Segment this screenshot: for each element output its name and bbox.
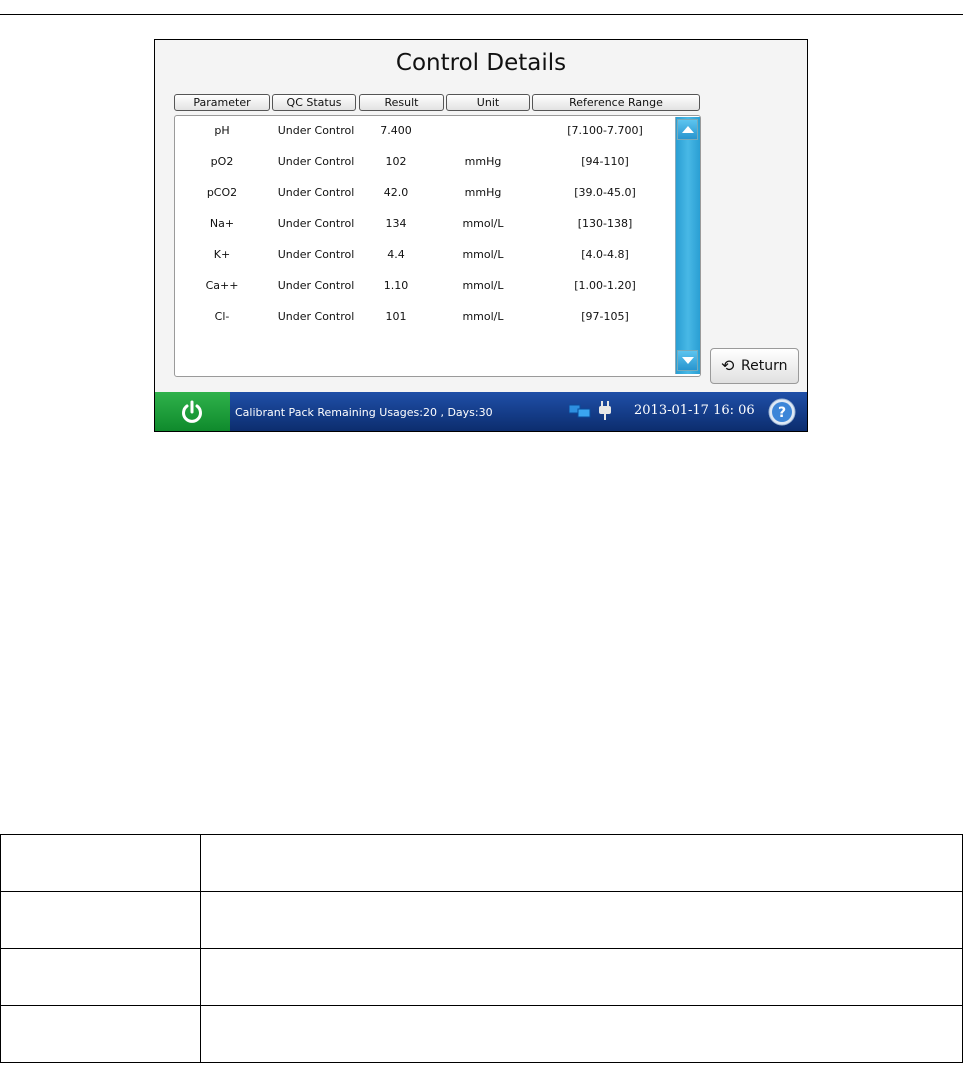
cell-parameter: pCO2 (206, 186, 238, 199)
cell-parameter: pO2 (210, 155, 234, 168)
status-bar (155, 392, 807, 431)
cell-unit: mmol/L (462, 217, 504, 230)
return-icon: ⟲ (721, 356, 735, 375)
page-title: Control Details (395, 50, 567, 76)
cell-qc-status: Under Control (277, 124, 355, 137)
table-row (1, 1006, 963, 1063)
cell-parameter: K+ (213, 248, 231, 261)
document-table (0, 834, 963, 1063)
table-row[interactable] (175, 178, 670, 209)
cell-result: 1.10 (383, 279, 409, 292)
cell-qc-status: Under Control (277, 279, 355, 292)
svg-text:?: ? (777, 405, 787, 421)
cell-reference-range: [94-110] (581, 155, 629, 168)
help-icon[interactable] (768, 398, 796, 426)
cell-result: 42.0 (383, 186, 409, 199)
cell-reference-range: [97-105] (581, 310, 629, 323)
return-label: Return (741, 358, 788, 374)
cell-result: 7.400 (380, 124, 412, 137)
cell-parameter: Ca++ (205, 279, 239, 292)
cell-parameter: Cl- (214, 310, 230, 323)
table-row[interactable] (175, 147, 670, 178)
cell-qc-status: Under Control (277, 248, 355, 261)
cell-parameter: pH (214, 124, 230, 137)
scroll-down-button[interactable] (677, 350, 698, 371)
return-button[interactable] (710, 348, 799, 384)
calibrant-status-text: Calibrant Pack Remaining Usages:20 , Days:30 (235, 406, 493, 419)
top-rule (0, 14, 963, 15)
device-screen (154, 39, 808, 432)
cell-result: 134 (385, 217, 407, 230)
cell-parameter: Na+ (209, 217, 235, 230)
column-header-qc-status: QC Status (272, 94, 356, 111)
table-row[interactable] (175, 271, 670, 302)
cell-reference-range: [1.00-1.20] (574, 279, 636, 292)
table-row[interactable] (175, 302, 670, 333)
cell-result: 101 (385, 310, 407, 323)
results-list[interactable] (174, 115, 701, 377)
cell-unit: mmHg (464, 155, 502, 168)
arrow-down-icon (682, 357, 694, 364)
cell-reference-range: [7.100-7.700] (567, 124, 643, 137)
power-button[interactable] (155, 392, 230, 431)
cell-reference-range: [4.0-4.8] (581, 248, 629, 261)
cell-qc-status: Under Control (277, 310, 355, 323)
cell-qc-status: Under Control (277, 155, 355, 168)
vertical-scrollbar[interactable] (675, 117, 700, 374)
power-icon (179, 399, 205, 425)
cell-unit: mmol/L (462, 310, 504, 323)
cell-unit: mmol/L (462, 248, 504, 261)
table-row[interactable] (175, 116, 670, 147)
table-row[interactable] (175, 240, 670, 271)
plug-icon (598, 401, 612, 421)
date-time: 2013-01-17 16: 06 (634, 403, 755, 418)
column-header-result: Result (359, 94, 444, 111)
scroll-up-button[interactable] (677, 119, 698, 140)
table-row (1, 949, 963, 1006)
cell-unit: mmHg (464, 186, 502, 199)
table-row (1, 835, 963, 892)
cell-qc-status: Under Control (277, 186, 355, 199)
column-header-reference-range: Reference Range (532, 94, 700, 111)
cell-qc-status: Under Control (277, 217, 355, 230)
table-row[interactable] (175, 209, 670, 240)
cell-result: 102 (385, 155, 407, 168)
column-header-parameter: Parameter (174, 94, 270, 111)
cell-unit: mmol/L (462, 279, 504, 292)
cell-reference-range: [39.0-45.0] (574, 186, 636, 199)
arrow-up-icon (682, 126, 694, 133)
network-icon (569, 404, 591, 418)
column-header-unit: Unit (446, 94, 530, 111)
table-row (1, 892, 963, 949)
cell-reference-range: [130-138] (577, 217, 633, 230)
cell-result: 4.4 (387, 248, 405, 261)
